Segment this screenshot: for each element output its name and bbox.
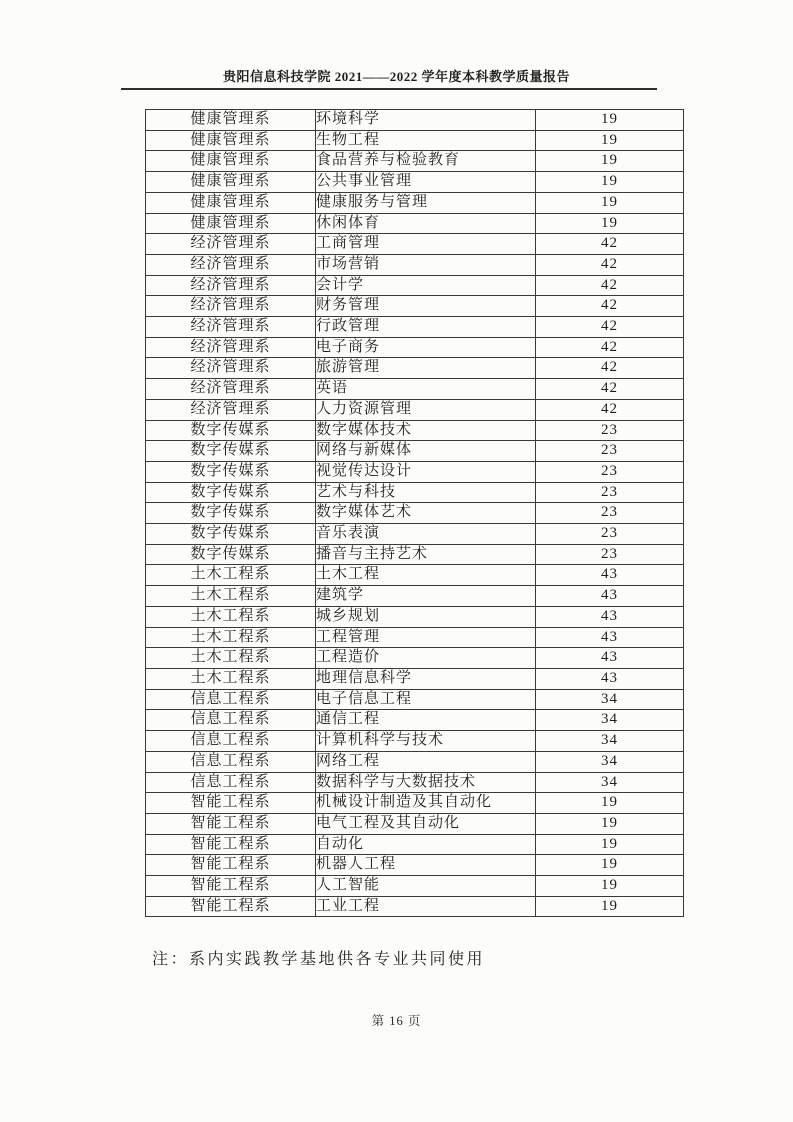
practice-base-count-cell: 43 — [536, 668, 684, 689]
practice-base-count-cell: 23 — [536, 544, 684, 565]
department-cell: 信息工程系 — [146, 772, 316, 793]
major-cell: 电子商务 — [316, 337, 536, 358]
table-row — [146, 524, 684, 545]
department-cell: 健康管理系 — [146, 130, 316, 151]
department-cell: 健康管理系 — [146, 110, 316, 131]
major-cell: 通信工程 — [316, 710, 536, 731]
department-cell: 信息工程系 — [146, 710, 316, 731]
major-cell: 地理信息科学 — [316, 668, 536, 689]
major-cell: 财务管理 — [316, 296, 536, 317]
department-cell: 经济管理系 — [146, 234, 316, 255]
table-row — [146, 296, 684, 317]
table-row — [146, 358, 684, 379]
practice-base-count-cell: 42 — [536, 234, 684, 255]
table-row — [146, 482, 684, 503]
major-cell: 计算机科学与技术 — [316, 731, 536, 752]
major-cell: 工程造价 — [316, 648, 536, 669]
practice-base-count-cell: 19 — [536, 876, 684, 897]
department-cell: 健康管理系 — [146, 213, 316, 234]
practice-base-count-cell: 23 — [536, 482, 684, 503]
table-row — [146, 751, 684, 772]
practice-base-count-cell: 23 — [536, 441, 684, 462]
table-row — [146, 317, 684, 338]
department-cell: 经济管理系 — [146, 275, 316, 296]
major-cell: 环境科学 — [316, 110, 536, 131]
practice-base-count-cell: 34 — [536, 751, 684, 772]
table-row — [146, 420, 684, 441]
department-cell: 数字传媒系 — [146, 544, 316, 565]
major-cell: 数字媒体技术 — [316, 420, 536, 441]
department-cell: 智能工程系 — [146, 793, 316, 814]
table-row — [146, 544, 684, 565]
table-row — [146, 254, 684, 275]
department-cell: 数字传媒系 — [146, 482, 316, 503]
table-row — [146, 275, 684, 296]
major-cell: 英语 — [316, 379, 536, 400]
table-row — [146, 731, 684, 752]
practice-base-count-cell: 19 — [536, 855, 684, 876]
table-row — [146, 441, 684, 462]
department-cell: 经济管理系 — [146, 296, 316, 317]
department-cell: 经济管理系 — [146, 379, 316, 400]
major-cell: 休闲体育 — [316, 213, 536, 234]
department-cell: 健康管理系 — [146, 172, 316, 193]
practice-base-count-cell: 19 — [536, 130, 684, 151]
major-cell: 数字媒体艺术 — [316, 503, 536, 524]
practice-base-count-cell: 19 — [536, 813, 684, 834]
department-cell: 土木工程系 — [146, 668, 316, 689]
major-cell: 网络与新媒体 — [316, 441, 536, 462]
department-cell: 经济管理系 — [146, 358, 316, 379]
table-row — [146, 627, 684, 648]
practice-base-count-cell: 34 — [536, 731, 684, 752]
department-cell: 智能工程系 — [146, 896, 316, 917]
table-row — [146, 876, 684, 897]
page-header-title: 贵阳信息科技学院 2021——2022 学年度本科教学质量报告 — [222, 69, 570, 84]
department-cell: 信息工程系 — [146, 689, 316, 710]
practice-base-count-cell: 19 — [536, 896, 684, 917]
table-row — [146, 606, 684, 627]
practice-base-count-cell: 43 — [536, 627, 684, 648]
major-cell: 数据科学与大数据技术 — [316, 772, 536, 793]
department-cell: 土木工程系 — [146, 586, 316, 607]
practice-base-count-cell: 42 — [536, 254, 684, 275]
table-row — [146, 793, 684, 814]
table-row — [146, 834, 684, 855]
department-cell: 智能工程系 — [146, 876, 316, 897]
major-cell: 音乐表演 — [316, 524, 536, 545]
table-row — [146, 192, 684, 213]
table-row — [146, 689, 684, 710]
practice-base-count-cell: 23 — [536, 503, 684, 524]
table-row — [146, 379, 684, 400]
table-row — [146, 151, 684, 172]
practice-base-count-cell: 42 — [536, 317, 684, 338]
department-cell: 数字传媒系 — [146, 441, 316, 462]
department-cell: 土木工程系 — [146, 565, 316, 586]
practice-base-count-cell: 43 — [536, 586, 684, 607]
table-row — [146, 110, 684, 131]
department-cell: 健康管理系 — [146, 151, 316, 172]
department-cell: 数字传媒系 — [146, 503, 316, 524]
major-cell: 人力资源管理 — [316, 399, 536, 420]
practice-base-count-cell: 42 — [536, 337, 684, 358]
major-cell: 人工智能 — [316, 876, 536, 897]
department-cell: 土木工程系 — [146, 648, 316, 669]
practice-base-count-cell: 42 — [536, 379, 684, 400]
practice-base-count-cell: 43 — [536, 565, 684, 586]
department-cell: 数字传媒系 — [146, 420, 316, 441]
major-cell: 自动化 — [316, 834, 536, 855]
header-rule — [121, 88, 657, 90]
table-row — [146, 586, 684, 607]
practice-base-count-cell: 42 — [536, 399, 684, 420]
table-row — [146, 399, 684, 420]
major-cell: 视觉传达设计 — [316, 461, 536, 482]
table-note: 注：系内实践教学基地供各专业共同使用 — [152, 951, 486, 968]
practice-base-count-cell: 43 — [536, 648, 684, 669]
practice-base-count-cell: 42 — [536, 296, 684, 317]
major-cell: 电气工程及其自动化 — [316, 813, 536, 834]
major-cell: 旅游管理 — [316, 358, 536, 379]
department-cell: 信息工程系 — [146, 731, 316, 752]
practice-base-count-cell: 19 — [536, 110, 684, 131]
department-cell: 数字传媒系 — [146, 524, 316, 545]
department-cell: 智能工程系 — [146, 813, 316, 834]
major-cell: 工商管理 — [316, 234, 536, 255]
major-cell: 公共事业管理 — [316, 172, 536, 193]
major-cell: 土木工程 — [316, 565, 536, 586]
major-cell: 电子信息工程 — [316, 689, 536, 710]
practice-base-count-cell: 19 — [536, 172, 684, 193]
page-number: 第 16 页 — [371, 1014, 422, 1028]
table-row — [146, 503, 684, 524]
practice-base-count-cell: 23 — [536, 524, 684, 545]
table-row — [146, 172, 684, 193]
department-cell: 经济管理系 — [146, 254, 316, 275]
major-cell: 机器人工程 — [316, 855, 536, 876]
table-row — [146, 234, 684, 255]
table-row — [146, 668, 684, 689]
department-cell: 智能工程系 — [146, 834, 316, 855]
department-cell: 土木工程系 — [146, 627, 316, 648]
practice-base-count-cell: 43 — [536, 606, 684, 627]
table-row — [146, 813, 684, 834]
department-cell: 信息工程系 — [146, 751, 316, 772]
practice-base-count-cell: 42 — [536, 358, 684, 379]
major-cell: 工业工程 — [316, 896, 536, 917]
practice-base-count-cell: 34 — [536, 689, 684, 710]
practice-base-count-cell: 23 — [536, 461, 684, 482]
major-cell: 市场营销 — [316, 254, 536, 275]
major-cell: 网络工程 — [316, 751, 536, 772]
practice-base-count-cell: 42 — [536, 275, 684, 296]
table-row — [146, 213, 684, 234]
department-cell: 健康管理系 — [146, 192, 316, 213]
table-row — [146, 130, 684, 151]
practice-base-count-cell: 34 — [536, 710, 684, 731]
major-cell: 行政管理 — [316, 317, 536, 338]
major-cell: 城乡规划 — [316, 606, 536, 627]
department-cell: 经济管理系 — [146, 337, 316, 358]
table-row — [146, 855, 684, 876]
major-cell: 机械设计制造及其自动化 — [316, 793, 536, 814]
table-row — [146, 461, 684, 482]
major-cell: 播音与主持艺术 — [316, 544, 536, 565]
practice-base-count-cell: 19 — [536, 151, 684, 172]
practice-base-count-cell: 34 — [536, 772, 684, 793]
department-cell: 土木工程系 — [146, 606, 316, 627]
practice-base-count-cell: 19 — [536, 192, 684, 213]
department-cell: 智能工程系 — [146, 855, 316, 876]
table-row — [146, 565, 684, 586]
practice-base-count-cell: 23 — [536, 420, 684, 441]
majors-table-body — [146, 110, 684, 917]
major-cell: 会计学 — [316, 275, 536, 296]
major-cell: 食品营养与检验教育 — [316, 151, 536, 172]
table-row — [146, 772, 684, 793]
department-cell: 经济管理系 — [146, 399, 316, 420]
table-row — [146, 337, 684, 358]
major-cell: 建筑学 — [316, 586, 536, 607]
table-row — [146, 648, 684, 669]
department-cell: 数字传媒系 — [146, 461, 316, 482]
practice-base-count-cell: 19 — [536, 213, 684, 234]
major-cell: 工程管理 — [316, 627, 536, 648]
major-cell: 健康服务与管理 — [316, 192, 536, 213]
majors-table — [145, 109, 684, 917]
major-cell: 艺术与科技 — [316, 482, 536, 503]
table-row — [146, 896, 684, 917]
table-row — [146, 710, 684, 731]
major-cell: 生物工程 — [316, 130, 536, 151]
department-cell: 经济管理系 — [146, 317, 316, 338]
practice-base-count-cell: 19 — [536, 793, 684, 814]
practice-base-count-cell: 19 — [536, 834, 684, 855]
